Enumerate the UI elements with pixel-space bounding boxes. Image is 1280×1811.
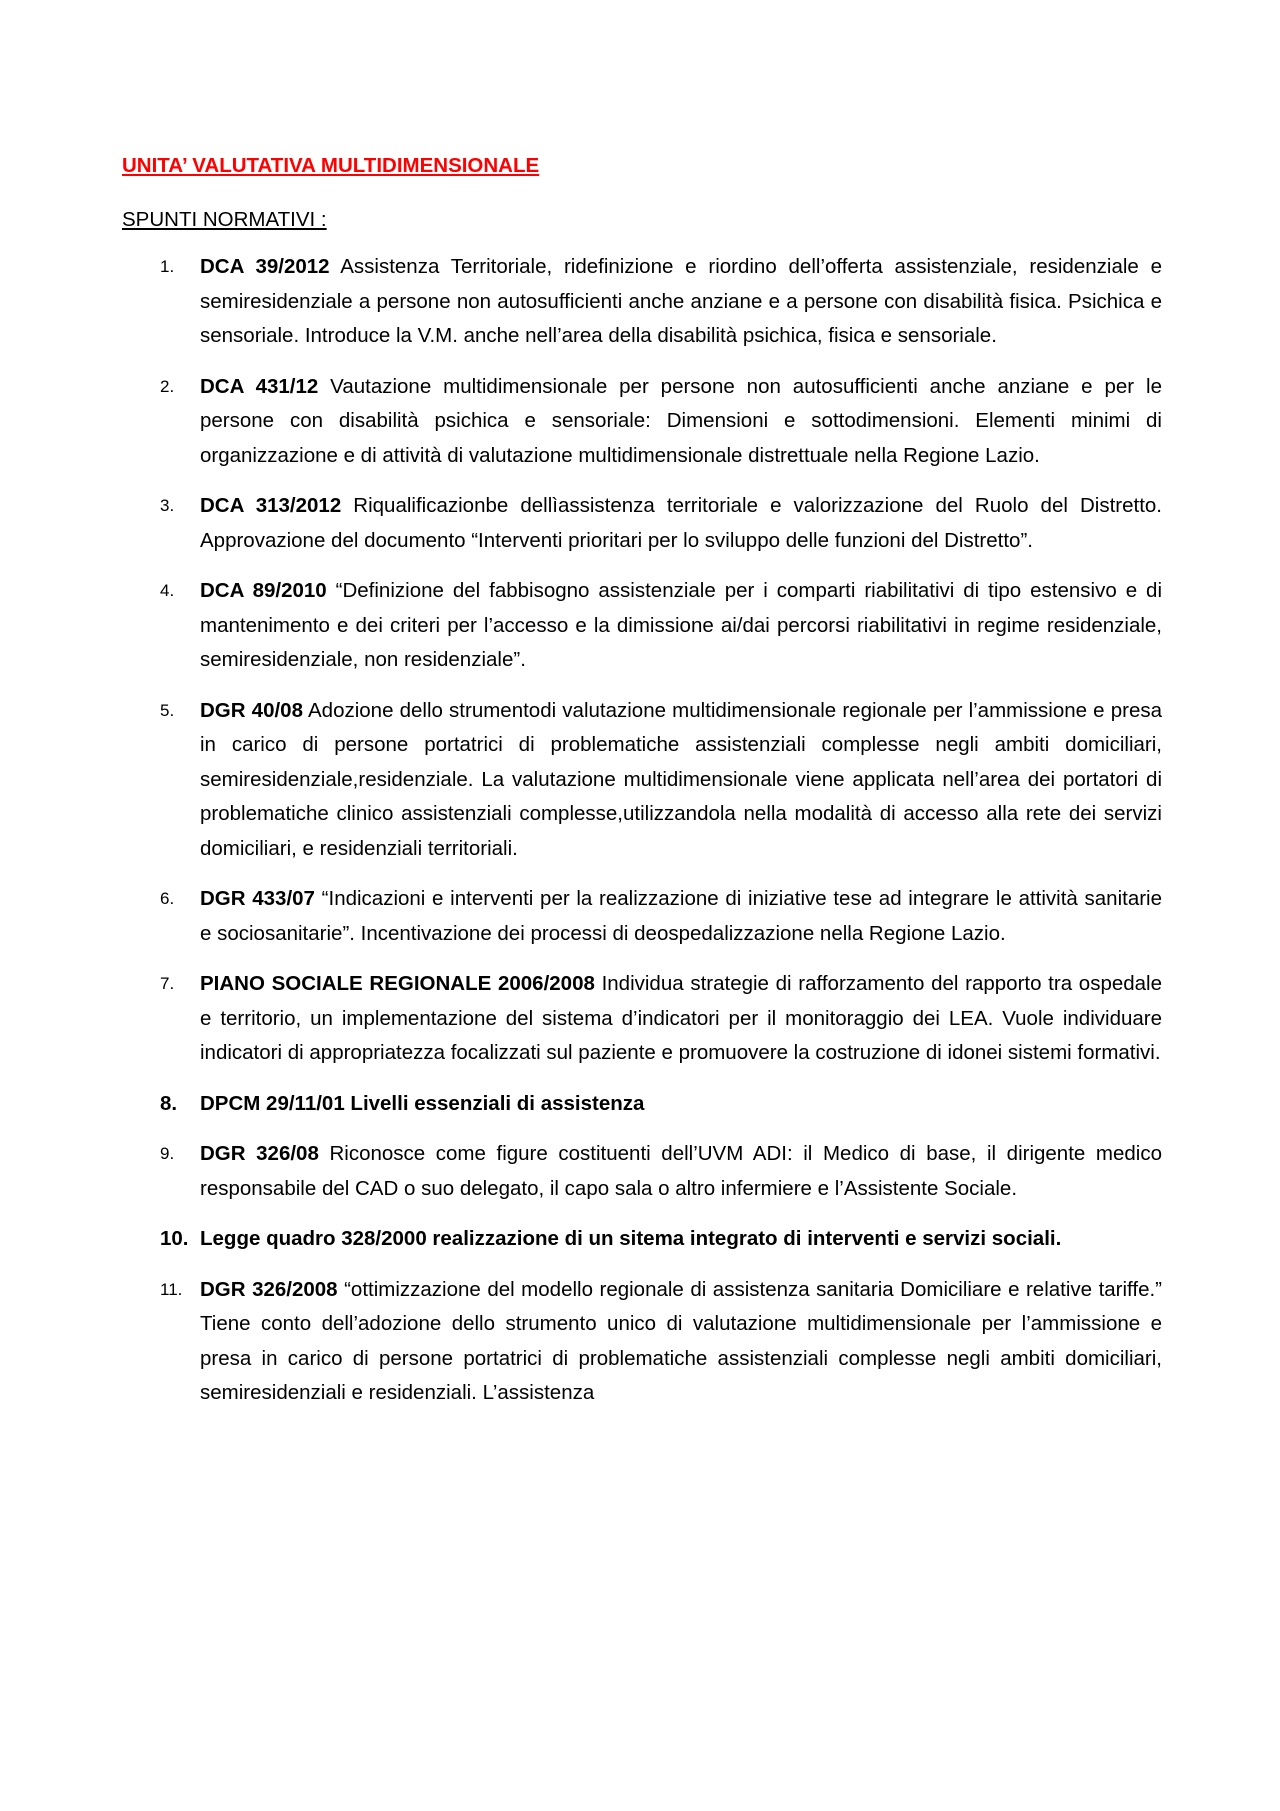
list-item-code: DCA 39/2012 (200, 255, 330, 278)
list-item (122, 1273, 1162, 1411)
list-item-number: 7. (160, 974, 175, 993)
list-item-code: DGR 326/08 (200, 1142, 319, 1165)
list-item-number: 10. (160, 1227, 189, 1250)
list-item-text: Adozione dello strumentodi valutazione multidimensionale regionale per l’ammissione e presa in carico di persone portatrici di problematiche assistenziali complesse negli ambiti domiciliari, semiresidenziale,residenziale. La valutazione multidimensionale viene applicata nell’area dei portatori di problematiche clinico assistenziali complesse,utilizzandola nella modalità di accesso alla rete dei servizi domiciliari, e residenziali territoriali. (200, 698, 1162, 860)
list-item-code: DGR 433/07 (200, 887, 315, 910)
list-item-code: Legge quadro 328/2000 realizzazione di un sitema integrato di interventi e servizi sociali. (200, 1227, 1062, 1250)
list-item-number: 3. (160, 496, 175, 515)
list-item-text: Riconosce come figure costituenti dell’UVM ADI: il Medico di base, il dirigente medico responsabile del CAD o suo delegato, il capo sala o altro infermiere e l’Assistente Sociale. (200, 1142, 1162, 1200)
list-item-code: DCA 431/12 (200, 374, 319, 398)
norm-list (122, 250, 1162, 1411)
list-item-code: DCA 313/2012 (200, 494, 342, 517)
list-item (122, 967, 1162, 1071)
list-item (122, 1087, 1162, 1122)
list-item (122, 489, 1162, 558)
list-item (122, 574, 1162, 678)
list-item-code: DCA 89/2010 (200, 579, 327, 602)
list-item-text: Assistenza Territoriale, ridefinizione e riordino dell’offerta assistenziale, residenziale e semiresidenziale a persone non autosufficienti anche anziane e a persone con disabilità fisica. Psichica e sensoriale. Introduce la V.M. anche nell’area della disabilità psichica, fisica e sensoriale. (200, 255, 1162, 347)
list-item-text: “ottimizzazione del modello regionale di assistenza sanitaria Domiciliare e relative tariffe.” Tiene conto dell’adozione dello strumento unico di valutazione multidimensionale per l’ammissione e presa in carico di persone portatrici di problematiche assistenziali complesse negli ambiti domiciliari, semiresidenziali e residenziali. L’assistenza (200, 1277, 1162, 1404)
document-title: UNITA’ VALUTATIVA MULTIDIMENSIONALE (122, 154, 540, 177)
list-item-code: DGR 40/08 (200, 698, 303, 722)
list-item-text: “Definizione del fabbisogno assistenziale per i comparti riabilitativi di tipo estensivo e di mantenimento e dei criteri per l’accesso e la dimissione ai/dai percorsi riabilitativi in regime residenziale, semiresidenziale, non residenziale”. (200, 579, 1162, 671)
list-item-number: 11. (160, 1279, 183, 1299)
list-item-number: 8. (160, 1091, 178, 1115)
list-item-number: 5. (160, 700, 175, 720)
document-subtitle: SPUNTI NORMATIVI : (122, 208, 327, 231)
document-page (122, 152, 1162, 1427)
list-item-number: 2. (160, 376, 175, 396)
list-item (122, 370, 1162, 474)
list-item-text: “Indicazioni e interventi per la realizzazione di iniziative tese ad integrare le attività sanitarie e sociosanitarie”. Incentivazione dei processi di deospedalizzazione nella Regione Lazio. (200, 887, 1163, 945)
list-item-number: 6. (160, 889, 175, 908)
list-item-code: DGR 326/2008 (200, 1277, 338, 1301)
list-item-code: DPCM 29/11/01 Livelli essenziali di assistenza (200, 1091, 645, 1115)
list-item (122, 882, 1162, 951)
list-item-text: Vautazione multidimensionale per persone non autosufficienti anche anziane e per le persone con disabilità psichica e sensoriale: Dimensioni e sottodimensioni. Elementi minimi di organizzazione e di attività di valutazione multidimensionale distrettuale nella Regione Lazio. (200, 374, 1162, 467)
list-item-number: 9. (160, 1144, 175, 1163)
list-item-number: 4. (160, 581, 175, 600)
list-item-text: Individua strategie di rafforzamento del rapporto tra ospedale e territorio, un implementazione del sistema d’indicatori per il monitoraggio dei LEA. Vuole individuare indicatori di appropriatezza focalizzati sul paziente e promuovere la costruzione di idonei sistemi formativi. (200, 972, 1163, 1064)
list-item-number: 1. (160, 257, 175, 276)
list-item (122, 1137, 1162, 1206)
list-item (122, 694, 1162, 867)
list-item (122, 250, 1162, 354)
list-item-code: PIANO SOCIALE REGIONALE 2006/2008 (200, 972, 595, 995)
list-item (122, 1222, 1162, 1257)
list-item-text: Riqualificazionbe dellìassistenza territoriale e valorizzazione del Ruolo del Distretto. Approvazione del documento “Interventi prioritari per lo sviluppo delle funzioni del Distretto”. (200, 494, 1163, 552)
